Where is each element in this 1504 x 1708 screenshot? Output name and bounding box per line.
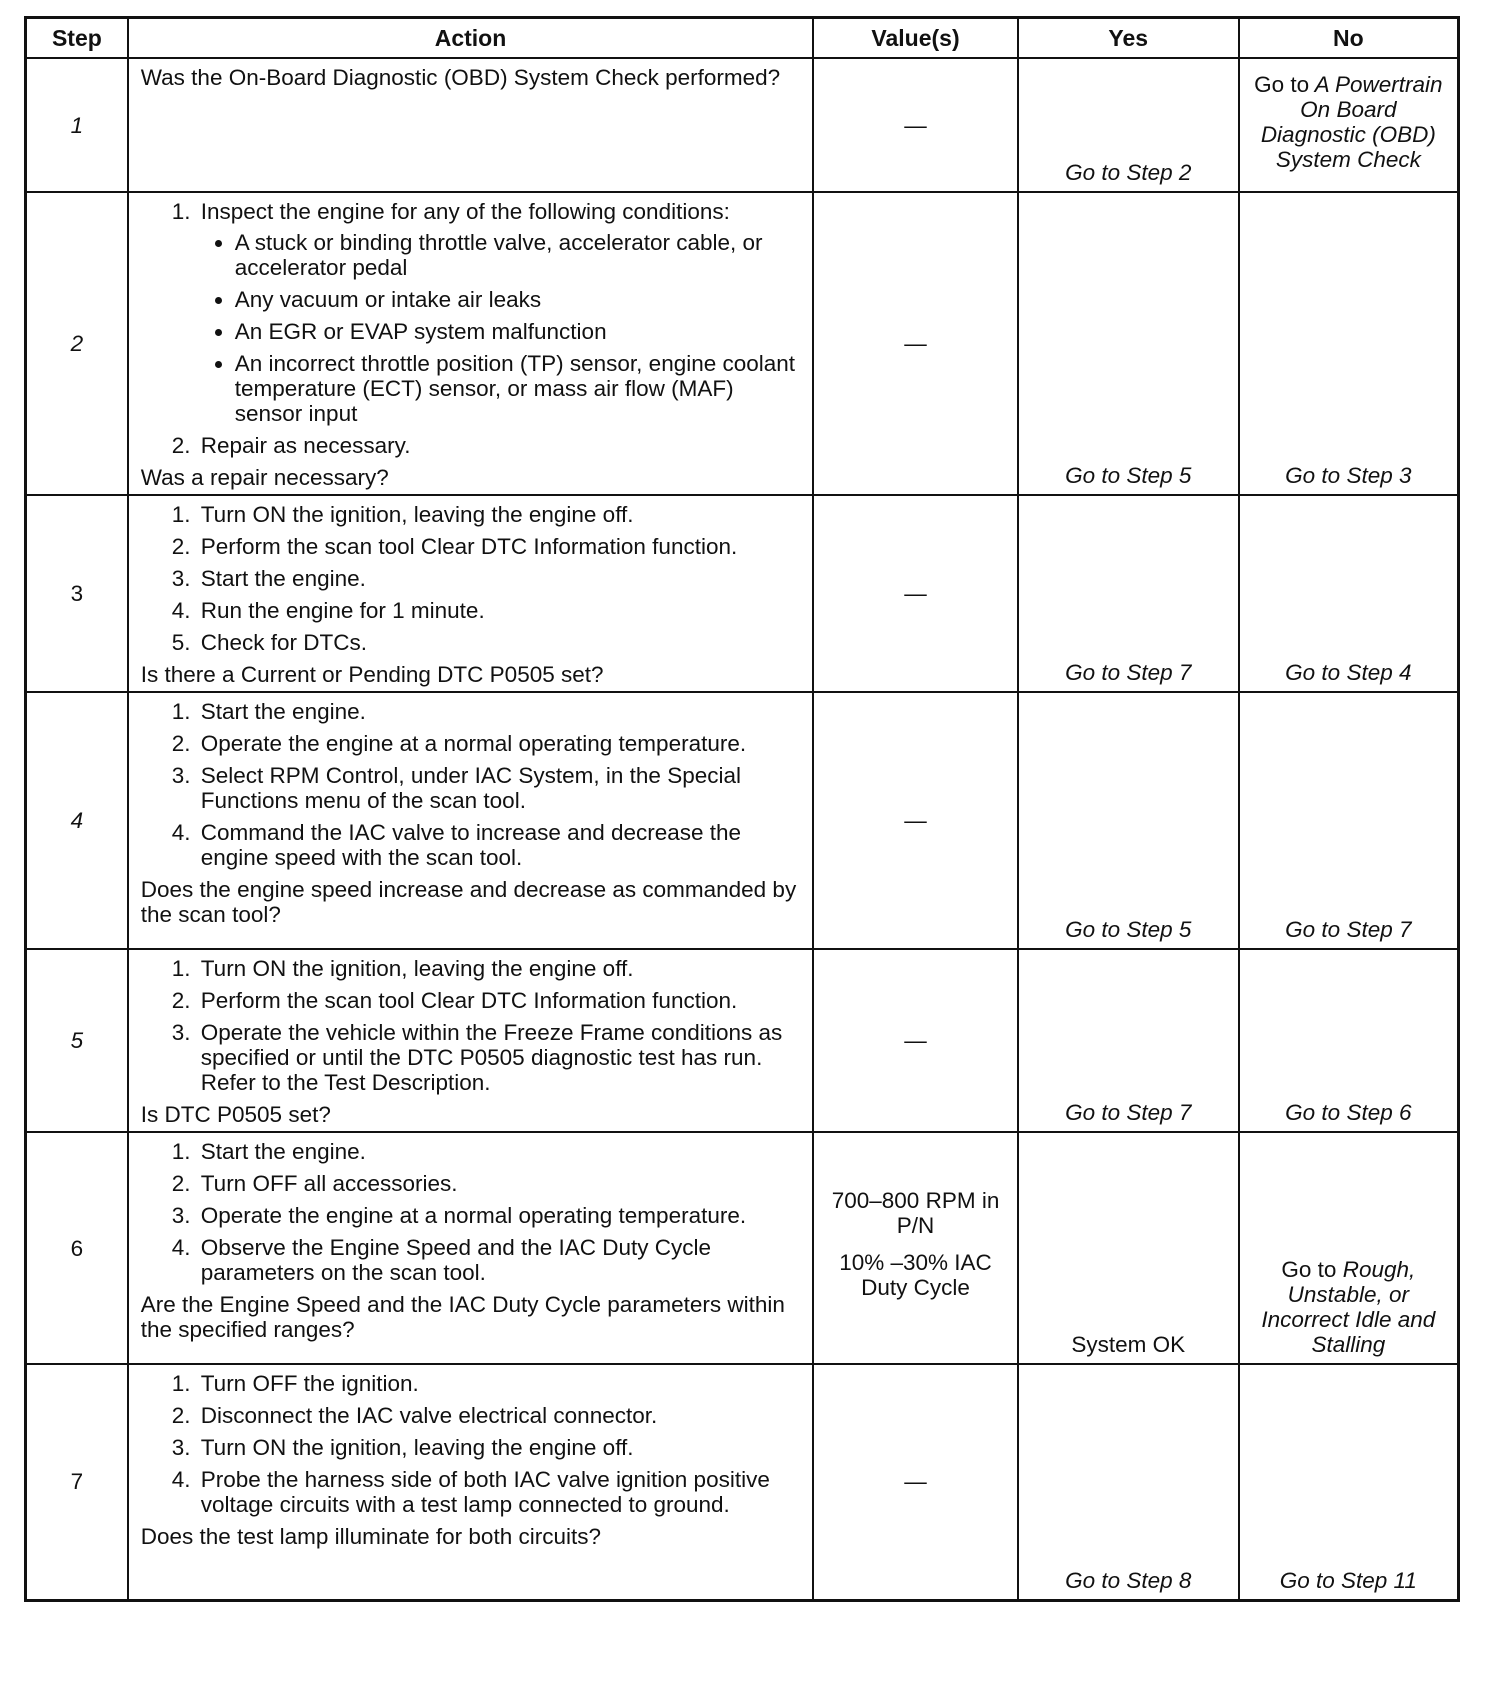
table-row — [26, 58, 1459, 192]
step-number: 4 — [26, 692, 128, 949]
yes-cell[interactable]: Go to Step 7 — [1018, 495, 1239, 692]
action-cell — [128, 692, 813, 949]
no-cell[interactable]: Go to Step 4 — [1239, 495, 1459, 692]
table-row — [26, 192, 1459, 495]
step-number: 1 — [26, 58, 128, 192]
action-item: 4. Probe the harness side of both IAC valve ignition positive voltage circuits with a test lamp connected to ground. — [197, 1467, 802, 1517]
value-cell: — — [813, 1364, 1018, 1600]
action-item: 2. Perform the scan tool Clear DTC Information function. — [197, 988, 802, 1013]
action-item: 2. Operate the engine at a normal operating temperature. — [197, 731, 802, 756]
action-item: 1. Turn ON the ignition, leaving the engine off. — [197, 502, 802, 527]
table-row — [26, 495, 1459, 692]
no-cell[interactable]: Go to Step 7 — [1239, 692, 1459, 949]
no-link[interactable]: Rough, Unstable, or Incorrect Idle and Stalling — [1261, 1257, 1436, 1357]
step-number: 6 — [26, 1132, 128, 1364]
value-cell: — — [813, 58, 1018, 192]
no-cell[interactable]: Go to Step 11 — [1239, 1364, 1459, 1600]
condition-item: • Any vacuum or intake air leaks — [235, 287, 802, 312]
action-cell — [128, 1364, 813, 1600]
question-text: Is there a Current or Pending DTC P0505 set? — [140, 662, 604, 687]
diagnostic-table — [24, 16, 1460, 1602]
action-list — [141, 199, 802, 458]
action-item: 2. Turn OFF all accessories. — [197, 1171, 802, 1196]
rpm-value: 700–800 RPM in P/N — [831, 1188, 1000, 1238]
no-cell[interactable] — [1239, 1132, 1459, 1364]
table-row — [26, 692, 1459, 949]
header-yes: Yes — [1018, 18, 1239, 59]
step-number: 5 — [26, 949, 128, 1132]
diagnostic-document — [24, 16, 1460, 1602]
condition-item: • A stuck or binding throttle valve, accelerator cable, or accelerator pedal — [235, 230, 802, 280]
step-number: 2 — [26, 192, 128, 495]
step-number: 7 — [26, 1364, 128, 1600]
action-cell — [128, 949, 813, 1132]
action-cell — [128, 58, 813, 192]
table-row — [26, 1364, 1459, 1600]
no-cell[interactable]: Go to Step 6 — [1239, 949, 1459, 1132]
action-item: 1. Turn ON the ignition, leaving the engine off. — [197, 956, 802, 981]
yes-cell[interactable]: Go to Step 8 — [1018, 1364, 1239, 1600]
duty-cycle-value: 10% –30% IAC Duty Cycle — [839, 1250, 992, 1300]
condition-item: • An EGR or EVAP system malfunction — [235, 319, 802, 344]
action-cell — [128, 1132, 813, 1364]
yes-cell[interactable]: System OK — [1018, 1132, 1239, 1364]
question-text: Are the Engine Speed and the IAC Duty Cycle parameters within the specified ranges? — [140, 1292, 785, 1342]
no-prefix: Go to — [1281, 1257, 1337, 1282]
step-number: 3 — [26, 495, 128, 692]
value-cell — [813, 1132, 1018, 1364]
action-list — [141, 956, 802, 1095]
table-row — [26, 1132, 1459, 1364]
no-link[interactable]: A Powertrain On Board Diagnostic (OBD) System Check — [1260, 72, 1443, 172]
no-cell[interactable]: Go to Step 3 — [1239, 192, 1459, 495]
action-item: 4. Observe the Engine Speed and the IAC Duty Cycle parameters on the scan tool. — [197, 1235, 802, 1285]
action-item: 3. Start the engine. — [197, 566, 802, 591]
question-text: Is DTC P0505 set? — [140, 1102, 331, 1127]
question-text: Was a repair necessary? — [140, 465, 389, 490]
action-item — [197, 199, 802, 426]
action-item: 3. Select RPM Control, under IAC System, in the Special Functions menu of the scan tool. — [197, 763, 802, 813]
action-list — [141, 1371, 802, 1517]
action-item: 1. Start the engine. — [197, 1139, 802, 1164]
condition-list — [201, 230, 802, 426]
value-cell: — — [813, 192, 1018, 495]
header-action: Action — [128, 18, 813, 59]
header-no: No — [1239, 18, 1459, 59]
no-cell[interactable] — [1239, 58, 1459, 192]
header-row — [26, 18, 1459, 59]
action-item: 2. Repair as necessary. — [197, 433, 802, 458]
action-item: 4. Run the engine for 1 minute. — [197, 598, 802, 623]
question-text: Does the engine speed increase and decrease as commanded by the scan tool? — [140, 877, 797, 927]
action-item: 2. Perform the scan tool Clear DTC Information function. — [197, 534, 802, 559]
action-list — [141, 502, 802, 655]
question-text: Does the test lamp illuminate for both circuits? — [140, 1524, 601, 1549]
table-row — [26, 949, 1459, 1132]
no-prefix: Go to — [1254, 72, 1310, 97]
yes-cell[interactable]: Go to Step 5 — [1018, 692, 1239, 949]
action-item: 3. Turn ON the ignition, leaving the engine off. — [197, 1435, 802, 1460]
action-item: 2. Disconnect the IAC valve electrical connector. — [197, 1403, 802, 1428]
action-cell — [128, 495, 813, 692]
condition-item: • An incorrect throttle position (TP) sensor, engine coolant temperature (ECT) sensor, or mass air flow (MAF) sensor input — [235, 351, 802, 426]
value-cell: — — [813, 949, 1018, 1132]
action-item: 5. Check for DTCs. — [197, 630, 802, 655]
action-item: 3. Operate the vehicle within the Freeze Frame conditions as specified or until the DTC P0505 diagnostic test has run. Refer to the Test Description. — [197, 1020, 802, 1095]
action-item: 1. Turn OFF the ignition. — [197, 1371, 802, 1396]
header-step: Step — [26, 18, 128, 59]
action-text: Inspect the engine for any of the following conditions: — [200, 199, 730, 224]
action-list — [141, 1139, 802, 1285]
yes-cell[interactable]: Go to Step 7 — [1018, 949, 1239, 1132]
question-text: Was the On-Board Diagnostic (OBD) System Check performed? — [140, 65, 781, 90]
yes-cell[interactable]: Go to Step 5 — [1018, 192, 1239, 495]
action-item: 1. Start the engine. — [197, 699, 802, 724]
header-values: Value(s) — [813, 18, 1018, 59]
action-list — [141, 699, 802, 870]
value-cell: — — [813, 495, 1018, 692]
value-cell: — — [813, 692, 1018, 949]
yes-cell[interactable]: Go to Step 2 — [1018, 58, 1239, 192]
action-item: 3. Operate the engine at a normal operating temperature. — [197, 1203, 802, 1228]
action-cell — [128, 192, 813, 495]
action-item: 4. Command the IAC valve to increase and decrease the engine speed with the scan tool. — [197, 820, 802, 870]
